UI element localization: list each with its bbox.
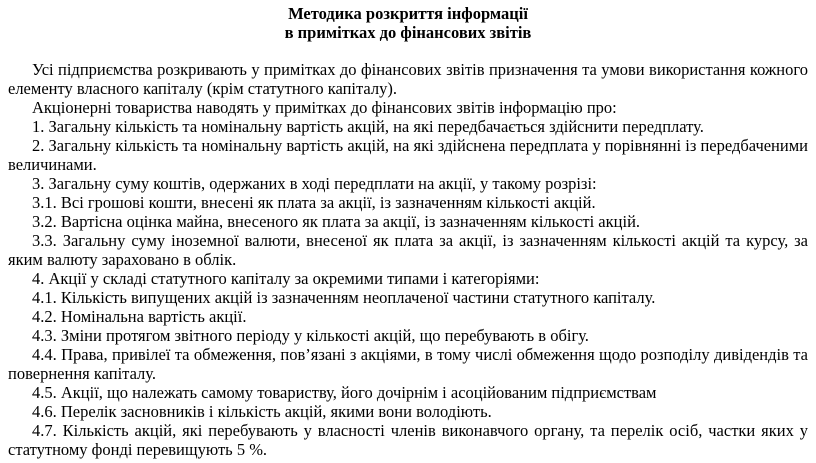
list-item-4-4: 4.4. Права, привілеї та обмеження, пов’язані з акціями, в тому числі обмеження щодо розподілу дивідендів та повернення капіталу. xyxy=(8,345,808,383)
document-title xyxy=(8,4,808,42)
list-item-4-1: 4.1. Кількість випущених акцій із зазначенням неоплаченої частини статутного капіталу. xyxy=(32,288,656,307)
paragraph-lead: Акціонерні товариства наводять у примітках до фінансових звітів інформацію про: xyxy=(32,98,617,117)
paragraph-intro: Усі підприємства розкривають у примітках до фінансових звітів призначення та умови використання кожного елементу власного капіталу (крім статутного капіталу). xyxy=(8,60,808,98)
list-item-3-2: 3.2. Вартісна оцінка майна, внесеного як плата за акції, із зазначенням кількості акцій. xyxy=(32,212,641,231)
list-item-1: 1. Загальну кількість та номінальну вартість акцій, на які передбачається здійснити передплату. xyxy=(32,117,704,136)
list-item-4-2: 4.2. Номінальна вартість акції. xyxy=(32,307,247,326)
list-item-3-1: 3.1. Всі грошові кошти, внесені як плата за акції, із зазначенням кількості акцій. xyxy=(32,193,596,212)
list-item-4-7: 4.7. Кількість акцій, які перебувають у власності членів виконавчого органу, та перелік осіб, частки яких у статутному фонді перевищують 5 %. xyxy=(8,421,808,459)
title-line-1: Методика розкриття інформації xyxy=(288,4,528,23)
list-item-4-6: 4.6. Перелік засновників і кількість акцій, якими вони володіють. xyxy=(32,402,492,421)
title-line-2: в примітках до фінансових звітів xyxy=(284,23,532,42)
list-item-4-3: 4.3. Зміни протягом звітного періоду у кількості акцій, що перебувають в обігу. xyxy=(32,326,589,345)
list-item-4-5: 4.5. Акції, що належать самому товариству, його дочірнім і асоційованим підприємствам xyxy=(32,383,657,402)
list-item-3: 3. Загальну суму коштів, одержаних в ході передплати на акції, у такому розрізі: xyxy=(32,174,597,193)
list-item-3-3: 3.3. Загальну суму іноземної валюти, внесеної як плата за акції, із зазначенням кількості акцій та курсу, за яким валюту зараховано в облік. xyxy=(8,231,808,269)
list-item-2: 2. Загальну кількість та номінальну вартість акцій, на які здійснена передплата у порівнянні із передбаченими величинами. xyxy=(8,136,808,174)
list-item-4: 4. Акції у складі статутного капіталу за окремими типами і категоріями: xyxy=(32,269,540,288)
document-body xyxy=(8,60,808,459)
title-spacer xyxy=(8,42,808,60)
